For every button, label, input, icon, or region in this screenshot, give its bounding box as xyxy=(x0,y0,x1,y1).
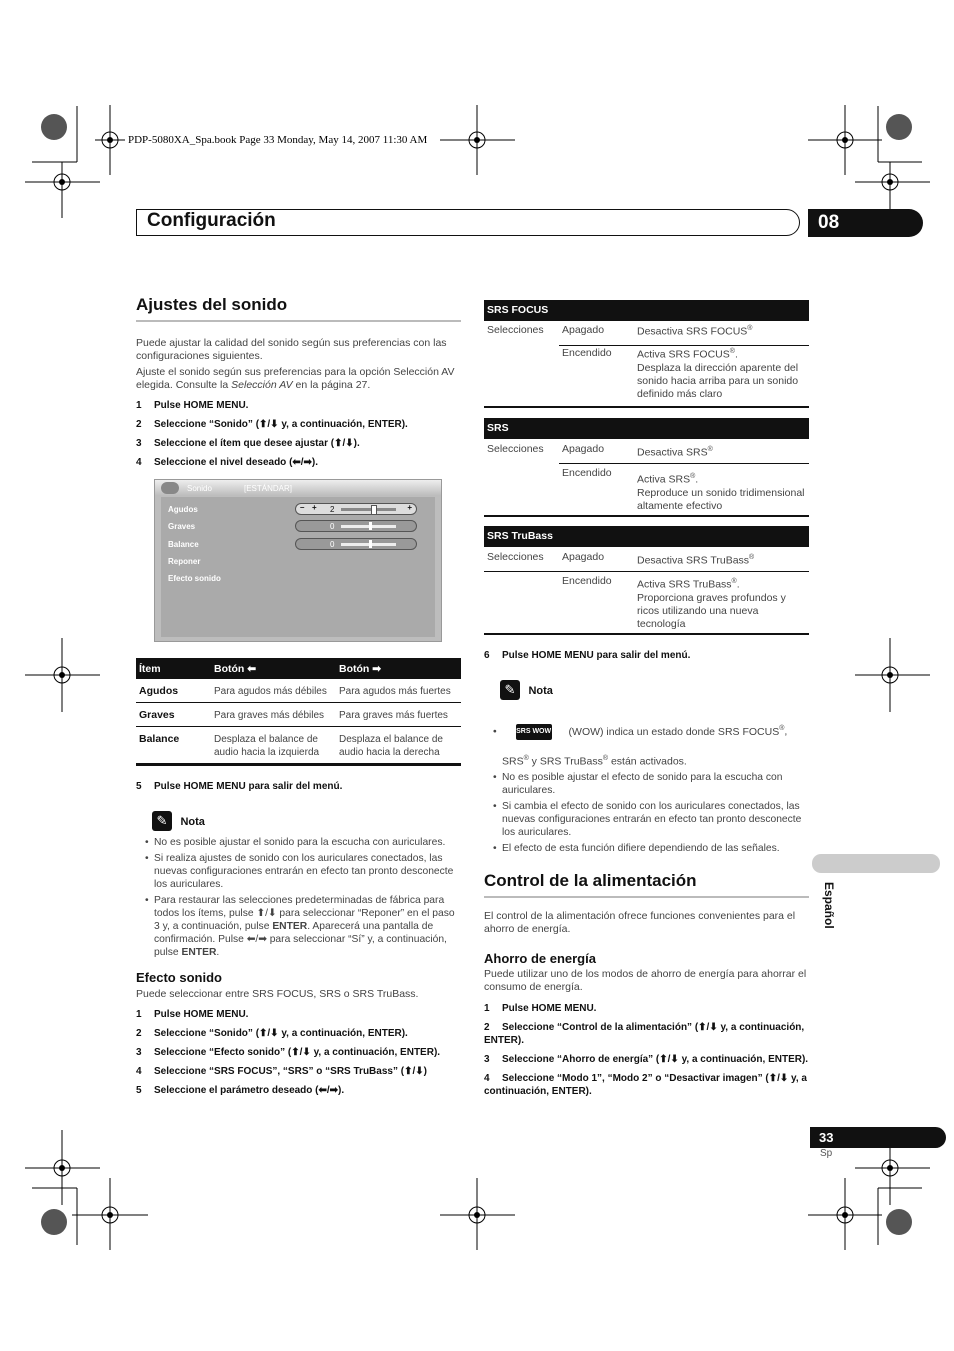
srs-wow-logo-icon: SRS WOW xyxy=(516,724,552,740)
efecto-intro: Puede seleccionar entre SRS FOCUS, SRS o SRS TruBass. xyxy=(136,988,419,1000)
step-item: 1 Pulse HOME MENU. xyxy=(136,400,249,411)
osd-item-efecto-sonido: Efecto sonido xyxy=(168,574,221,583)
slider-knob xyxy=(369,540,372,548)
page-number: 33 xyxy=(810,1127,946,1148)
step-item: 3 Seleccione el ítem que desee ajustar (⬆/⬇). xyxy=(136,438,360,449)
chapter-title: Configuración xyxy=(147,210,276,231)
nota-heading: ✎ Nota xyxy=(500,680,553,700)
list-item: • No es posible ajustar el sonido para la escucha con auriculares. xyxy=(145,836,461,849)
control-intro: El control de la alimentación ofrece funciones convenientes para el ahorro de energía. xyxy=(484,910,796,935)
table-cell: Para graves más fuertes xyxy=(336,703,461,727)
steps-list xyxy=(136,1008,461,1097)
osd-item-reponer: Reponer xyxy=(168,557,201,566)
section-rule xyxy=(136,320,461,322)
table-title: SRS TruBass xyxy=(484,526,809,547)
wow-note-continued: SRS® y SRS TruBass® están activados. xyxy=(502,755,687,768)
step-item: 4 Seleccione el nivel deseado (⬅/➡). xyxy=(136,457,319,468)
slider-knob xyxy=(371,505,377,515)
osd-mode: [ESTÁNDAR] xyxy=(244,484,293,493)
language-side-tab xyxy=(812,854,940,873)
step-item: 3 Seleccione “Efecto sonido” (⬆/⬇ y, a continuación, ENTER). xyxy=(136,1047,441,1058)
osd-header xyxy=(155,480,441,496)
step-item: 2 Seleccione “Control de la alimentación” (⬆/⬇ y, a continuación, ENTER). xyxy=(484,1022,805,1046)
chapter-number: 08 xyxy=(808,209,923,237)
table-header-cell: Botón ⬅ xyxy=(211,658,336,679)
osd-item-graves: Graves xyxy=(168,522,196,531)
table-row: Selecciones Apagado Desactiva SRS FOCUS® xyxy=(487,324,753,338)
table-title: SRS FOCUS xyxy=(484,300,809,321)
table-cell: Desplaza el balance de audio hacia la izquierda xyxy=(211,727,336,765)
list-item: • Si realiza ajustes de sonido con los auriculares conectados, las nuevas configuraciones entrarán en efecto tan pronto desconecte los auriculares. xyxy=(145,852,461,891)
steps-list xyxy=(484,1002,809,1098)
language-label: Español xyxy=(822,882,836,929)
table-row xyxy=(136,727,461,765)
srs-trubass-table xyxy=(484,526,809,638)
intro-paragraph-2: Ajuste el sonido según sus preferencias para la opción Selección AV elegida. Consulte la Selección AV en la página 27. xyxy=(136,366,455,391)
intro-paragraph: Puede ajustar la calidad del sonido según sus preferencias con las configuraciones siguientes. xyxy=(136,337,447,362)
table-cell: Balance xyxy=(136,727,211,765)
table-row xyxy=(136,679,461,703)
table-cell: Para graves más débiles xyxy=(211,703,336,727)
section-title: Control de la alimentación xyxy=(484,871,697,890)
table-cell: Agudos xyxy=(136,679,211,703)
table-header-row xyxy=(136,658,461,679)
nota-heading: ✎ Nota xyxy=(152,811,205,831)
table-cell: Para agudos más débiles xyxy=(211,679,336,703)
table-row xyxy=(136,703,461,727)
step-item: 3 Seleccione “Ahorro de energía” (⬆/⬇ y, a continuación, ENTER). xyxy=(484,1054,809,1065)
section-rule xyxy=(484,896,809,898)
step-item: 2 Seleccione “Sonido” (⬆/⬇ y, a continuación, ENTER). xyxy=(136,1028,408,1039)
table-cell: Desplaza el balance de audio hacia la derecha xyxy=(336,727,461,765)
table-row: Selecciones Apagado Desactiva SRS® xyxy=(487,443,713,459)
print-slug: PDP-5080XA_Spa.book Page 33 Monday, May 14, 2007 11:30 AM xyxy=(128,134,428,146)
table-cell: Para agudos más fuertes xyxy=(336,679,461,703)
notes-list xyxy=(493,771,809,858)
list-item: • El efecto de esta función difiere dependiendo de las señales. xyxy=(493,842,809,855)
pencil-note-icon: ✎ xyxy=(152,811,172,831)
subsection-title: Efecto sonido xyxy=(136,970,222,985)
slider-agudos: – + 2 + xyxy=(295,503,417,515)
srs-table xyxy=(484,418,809,518)
step-item: 5 Seleccione el parámetro deseado (⬅/➡). xyxy=(136,1085,345,1096)
srs-focus-table xyxy=(484,300,809,410)
sound-adjust-table xyxy=(136,658,461,766)
table-bottom-rule xyxy=(484,515,809,517)
list-item: • Si cambia el efecto de sonido con los auriculares conectados, las nuevas configuraciones entrarán en efecto tan pronto desconecte los auriculares. xyxy=(493,800,809,839)
table-row: Encendido Activa SRS TruBass®. Proporciona graves profundos y ricos utilizando una nueva tecnología xyxy=(562,575,786,630)
step-item: 4 Seleccione “Modo 1”, “Modo 2” o “Desactivar imagen” (⬆/⬇ y, a continuación, ENTER). xyxy=(484,1073,807,1097)
step-item: 1 Pulse HOME MENU. xyxy=(136,1009,249,1020)
pencil-note-icon: ✎ xyxy=(500,680,520,700)
list-item: • Para restaurar las selecciones predeterminadas de fábrica para todos los ítems, pulse ⬆/⬇ para seleccionar “Reponer” en el paso 3 y, a continuación, pulse ENTER. Aparecerá una pantalla de confirmación. Pulse ⬅/➡ para seleccionar “Sí” y, a continuación, pulse ENTER. xyxy=(145,894,461,959)
section-title: Ajustes del sonido xyxy=(136,295,288,314)
step-6: 6 Pulse HOME MENU para salir del menú. xyxy=(484,650,691,661)
wow-note: • SRS WOW (WOW) indica un estado donde SRS FOCUS®, xyxy=(493,722,809,740)
slider-knob xyxy=(369,522,372,530)
step-5: 5 Pulse HOME MENU para salir del menú. xyxy=(136,781,343,792)
osd-sound-menu xyxy=(154,479,442,642)
step-item: 1 Pulse HOME MENU. xyxy=(484,1003,597,1014)
speaker-icon xyxy=(161,482,179,494)
subsection-title: Ahorro de energía xyxy=(484,951,596,966)
table-row: Selecciones Apagado Desactiva SRS TruBass® xyxy=(487,551,755,567)
table-row: Encendido Activa SRS FOCUS®. Desplaza la dirección aparente del sonido hacia arriba para un sonido definido más claro xyxy=(562,347,799,400)
slider-graves: 0 xyxy=(295,520,417,532)
table-header-cell: Botón ➡ xyxy=(336,658,461,679)
osd-item-balance: Balance xyxy=(168,540,199,549)
step-item: 2 Seleccione “Sonido” (⬆/⬇ y, a continuación, ENTER). xyxy=(136,419,408,430)
steps-list xyxy=(136,399,461,469)
table-title: SRS xyxy=(484,418,809,439)
slider-track xyxy=(341,508,396,511)
table-header-cell: Ítem xyxy=(136,658,211,679)
list-item: • No es posible ajustar el efecto de sonido para la escucha con auriculares. xyxy=(493,771,809,797)
section-ajustes-sonido xyxy=(136,295,461,469)
table-row: Encendido Activa SRS®. Reproduce un sonido tridimensional altamente efectivo xyxy=(562,467,805,512)
slider-balance: 0 xyxy=(295,538,417,550)
table-bottom-rule xyxy=(484,633,809,635)
osd-panel xyxy=(161,497,435,637)
efecto-sonido-section xyxy=(136,970,461,1097)
osd-menu-name: Sonido xyxy=(187,484,212,493)
section-control-alimentacion xyxy=(484,871,809,1098)
ahorro-intro: Puede utilizar uno de los modos de ahorro de energía para ahorrar el consumo de energía. xyxy=(484,968,807,993)
table-cell: Graves xyxy=(136,703,211,727)
osd-item-agudos: Agudos xyxy=(168,505,198,514)
notes-list xyxy=(145,836,461,962)
table-bottom-rule xyxy=(484,406,809,408)
page-language-code: Sp xyxy=(820,1148,833,1159)
step-item: 4 Seleccione “SRS FOCUS”, “SRS” o “SRS TruBass” (⬆/⬇) xyxy=(136,1066,427,1077)
